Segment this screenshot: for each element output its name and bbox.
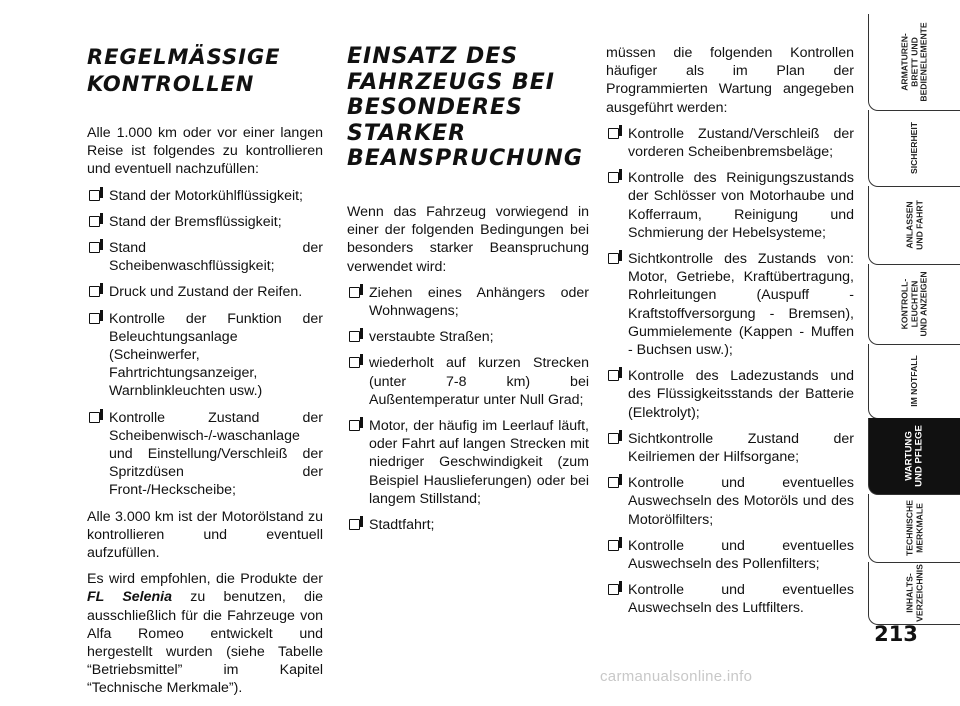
heading-regular-checks — [87, 44, 281, 98]
heading-line: STARKER — [347, 120, 467, 146]
extra-checks-body — [606, 44, 854, 626]
brand-name: FL Selenia — [87, 589, 173, 606]
checkbox-bullet-icon — [608, 370, 619, 381]
chapter-tabs — [868, 14, 960, 622]
list-item: verstaubte Straßen; — [347, 328, 589, 346]
heading-line: BEANSPRUCHUNG — [347, 146, 583, 172]
product-recommendation-paragraph: Es wird empfohlen, die Produkte der FL Selenia zu benutzen, die ausschließlich für die Fahrzeuge von Alfa Romeo entwickelt und hergestellt wurden (siehe Tabelle “Betriebsmittel” im Kapitel “Technische Merkmale”). — [87, 571, 323, 697]
checkbox-bullet-icon — [89, 216, 100, 227]
heading-line: FAHRZEUGS BEI — [347, 69, 555, 95]
tab-wartung-active[interactable]: WARTUNG UND PFLEGE — [868, 418, 960, 495]
checkbox-bullet-icon — [89, 242, 100, 253]
list-item: Kontrolle Zustand/Verschleiß der vorderen Scheibenbremsbeläge; — [606, 125, 854, 161]
heading-line: KONTROLLEN — [87, 72, 255, 96]
checkbox-bullet-icon — [608, 584, 619, 595]
checkbox-bullet-icon — [349, 357, 360, 368]
intro-paragraph: Wenn das Fahrzeug vorwiegend in einer der folgenden Bedingungen bei besonders starker Beanspruchung verwendet wird: — [347, 204, 589, 275]
extra-check-list — [606, 125, 854, 618]
checkbox-bullet-icon — [89, 190, 100, 201]
list-item: wiederholt auf kurzen Strecken (unter 7-8 km) bei Außentemperatur unter Null Grad; — [347, 354, 589, 409]
tab-technische-merkmale[interactable]: TECHNISCHE MERKMALE — [868, 494, 960, 563]
heading-heavy-use — [347, 44, 583, 172]
list-item: Druck und Zustand der Reifen. — [87, 283, 323, 301]
tab-armaturenbrett[interactable]: ARMATUREN- BRETT UND BEDIENELEMENTE — [868, 14, 960, 111]
tab-im-notfall[interactable]: IM NOTFALL — [868, 344, 960, 419]
list-item: Kontrolle Zustand der Scheibenwisch-/-waschanlage und Einstellung/Verschleiß der Spritzdüsen der Front-/Heckscheibe; — [87, 409, 323, 500]
list-item: Kontrolle und eventuelles Auswechseln des Luftfilters. — [606, 581, 854, 617]
checkbox-bullet-icon — [608, 172, 619, 183]
tab-sicherheit[interactable]: SICHERHEIT — [868, 110, 960, 187]
list-item: Sichtkontrolle Zustand der Keilriemen der Hilfsorgane; — [606, 430, 854, 466]
list-item: Kontrolle des Reinigungszustands der Schlösser von Motorhaube und Kofferraum, Reinigung und Schmierung der Hebelsysteme; — [606, 169, 854, 242]
list-item: Kontrolle der Funktion der Beleuchtungsanlage (Scheinwerfer, Fahrtrichtungsanzeiger, Warnblinkleuchten usw.) — [87, 310, 323, 401]
page-number: 213 — [874, 622, 918, 646]
heading-line: BESONDERES — [347, 95, 523, 121]
checkbox-bullet-icon — [608, 253, 619, 264]
list-item: Kontrolle und eventuelles Auswechseln des Pollenfilters; — [606, 537, 854, 573]
list-item: Stand der Motorkühlflüssigkeit; — [87, 187, 323, 205]
list-item: Stand der Bremsflüssigkeit; — [87, 213, 323, 231]
regular-checks-body — [87, 124, 323, 706]
checkbox-bullet-icon — [608, 128, 619, 139]
list-item: Stadtfahrt; — [347, 516, 589, 534]
check-list — [87, 187, 323, 500]
tab-kontrollleuchten[interactable]: KONTROLL- LEUCHTEN UND ANZEIGEN — [868, 264, 960, 345]
list-item: Motor, der häufig im Leerlauf läuft, oder Fahrt auf langen Strecken mit niedriger Geschwindigkeit (zum Beispiel Hauslieferungen) oder bei langem Stillstand; — [347, 417, 589, 508]
list-item: Sichtkontrolle des Zustands von: Motor, Getriebe, Kraftübertragung, Rohrleitungen (Auspuff - Kraftstoffversorgung - Bremsen), Gummielemente (Kappen - Muffen - Buchsen usw.); — [606, 250, 854, 359]
checkbox-bullet-icon — [608, 477, 619, 488]
intro-paragraph: Alle 1.000 km oder vor einer langen Reise ist folgendes zu kontrollieren und eventuell nachzufüllen: — [87, 125, 323, 178]
checkbox-bullet-icon — [349, 519, 360, 530]
checkbox-bullet-icon — [608, 433, 619, 444]
list-item: Kontrolle und eventuelles Auswechseln des Motoröls und des Motorölfilters; — [606, 474, 854, 529]
heading-line: REGELMÄSSIGE — [87, 45, 281, 69]
heavy-use-body — [347, 203, 589, 542]
list-item: Ziehen eines Anhängers oder Wohnwagens; — [347, 284, 589, 320]
list-item: Stand der Scheibenwaschflüssigkeit; — [87, 239, 323, 275]
tab-anlassen[interactable]: ANLASSEN UND FAHRT — [868, 186, 960, 265]
checkbox-bullet-icon — [89, 286, 100, 297]
checkbox-bullet-icon — [349, 287, 360, 298]
checkbox-bullet-icon — [89, 412, 100, 423]
checkbox-bullet-icon — [349, 420, 360, 431]
list-item: Kontrolle des Ladezustands und des Flüssigkeitsstands der Batterie (Elektrolyt); — [606, 367, 854, 422]
intro-paragraph: müssen die folgenden Kontrollen häufiger als im Plan der Programmierten Wartung angegeben ausgeführt werden: — [606, 45, 854, 116]
checkbox-bullet-icon — [608, 540, 619, 551]
watermark: carmanualsonline.info — [600, 668, 753, 685]
tab-inhaltsverzeichnis[interactable]: INHALTS- VERZEICHNIS — [868, 562, 960, 625]
checkbox-bullet-icon — [349, 331, 360, 342]
heading-line: EINSATZ DES — [347, 44, 519, 69]
checkbox-bullet-icon — [89, 313, 100, 324]
condition-list — [347, 284, 589, 534]
oil-check-paragraph: Alle 3.000 km ist der Motorölstand zu kontrollieren und eventuell aufzufüllen. — [87, 508, 323, 562]
